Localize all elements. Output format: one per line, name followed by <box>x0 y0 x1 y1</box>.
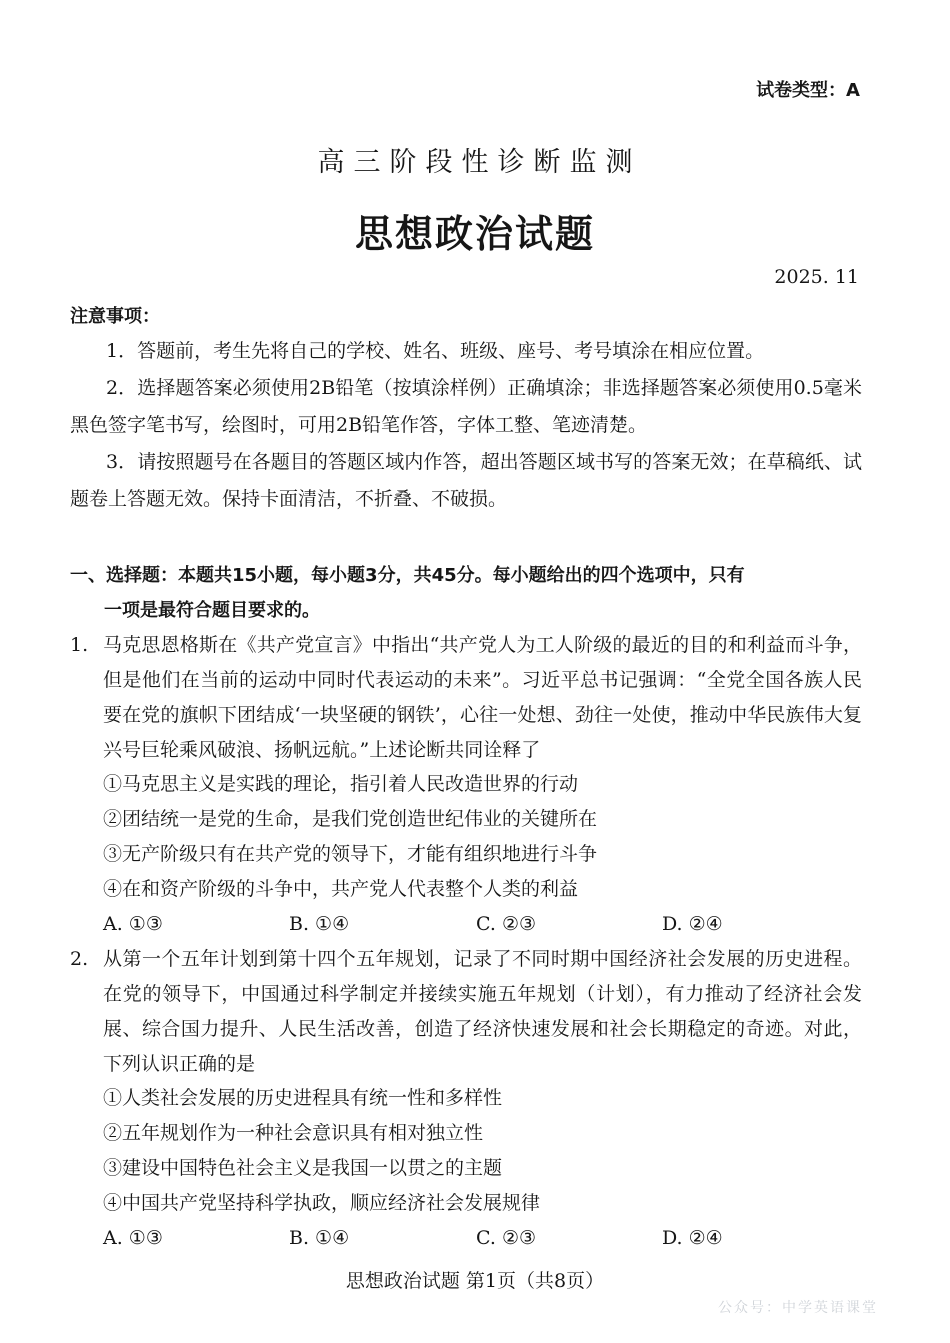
choice-d[interactable]: D. ②④ <box>662 913 723 935</box>
section-heading <box>70 558 862 628</box>
statement-4: ④中国共产党坚持科学执政，顺应经济社会发展规律 <box>103 1192 541 1214</box>
question-number: 1. <box>70 634 89 656</box>
choice-d[interactable]: D. ②④ <box>662 1227 723 1249</box>
choice-b[interactable]: B. ①④ <box>289 1227 350 1249</box>
question-1 <box>70 628 862 768</box>
statement-3: ③无产阶级只有在共产党的领导下，才能有组织地进行斗争 <box>103 843 598 865</box>
watermark: 公众号：中学英语课堂 <box>718 1300 878 1316</box>
note-item-1: 1．答题前，考生先将自己的学校、姓名、班级、座号、考号填涂在相应位置。 <box>106 340 765 362</box>
statement-1: ①人类社会发展的历史进程具有统一性和多样性 <box>103 1087 503 1109</box>
question-stem: 从第一个五年计划到第十四个五年规划，记录了不同时期中国经济社会发展的历史进程。在党的领导下，中国通过科学制定并接续实施五年规划（计划），有力推动了经济社会发展、综合国力提升、人民生活改善，创造了经济快速发展和社会长期稳定的奇迹。对此，下列认识正确的是 <box>103 948 862 1075</box>
question-2 <box>70 942 862 1082</box>
page-footer: 思想政治试题 第1页（共8页） <box>345 1270 605 1292</box>
choice-c[interactable]: C. ②③ <box>476 1227 537 1249</box>
statement-2: ②团结统一是党的生命，是我们党创造世纪伟业的关键所在 <box>103 808 598 830</box>
choice-c[interactable]: C. ②③ <box>476 913 537 935</box>
answer-choices <box>103 1221 863 1256</box>
exam-subtitle: 高三阶段性诊断监测 <box>317 147 642 178</box>
answer-choices <box>103 907 863 942</box>
statement-3: ③建设中国特色社会主义是我国一以贯之的主题 <box>103 1157 503 1179</box>
statement-4: ④在和资产阶级的斗争中，共产党人代表整个人类的利益 <box>103 878 579 900</box>
note-item-2: 2．选择题答案必须使用2B铅笔（按填涂样例）正确填涂；非选择题答案必须使用0.5毫米黑色签字笔书写，绘图时，可用2B铅笔作答，字体工整、笔迹清楚。 <box>70 377 862 436</box>
exam-type-label: 试卷类型：A <box>756 80 860 101</box>
exam-date: 2025. 11 <box>774 266 859 288</box>
note-item-3: 3．请按照题号在各题目的答题区域内作答，超出答题区域书写的答案无效；在草稿纸、试题卷上答题无效。保持卡面清洁，不折叠、不破损。 <box>70 451 862 510</box>
statement-1: ①马克思主义是实践的理论，指引着人民改造世界的行动 <box>103 773 579 795</box>
section-heading-line-1: 一、选择题：本题共15小题，每小题3分，共45分。每小题给出的四个选项中，只有 <box>70 565 745 586</box>
choice-a[interactable]: A. ①③ <box>103 1227 163 1249</box>
page-title: 思想政治试题 <box>354 212 595 256</box>
choice-b[interactable]: B. ①④ <box>289 913 350 935</box>
question-stem: 马克思恩格斯在《共产党宣言》中指出“共产党人为工人阶级的最近的目的和利益而斗争，但是他们在当前的运动中同时代表运动的未来”。习近平总书记强调：“全党全国各族人民要在党的旗帜下团结成‘一块坚硬的钢铁’，心往一处想、劲往一处使，推动中华民族伟大复兴号巨轮乘风破浪、扬帆远航。”上述论断共同诠释了 <box>103 634 862 761</box>
section-heading-line-2: 一项是最符合题目要求的。 <box>104 600 320 621</box>
statement-2: ②五年规划作为一种社会意识具有相对独立性 <box>103 1122 484 1144</box>
question-number: 2. <box>70 948 89 970</box>
notes-heading: 注意事项： <box>70 306 160 327</box>
choice-a[interactable]: A. ①③ <box>103 913 163 935</box>
